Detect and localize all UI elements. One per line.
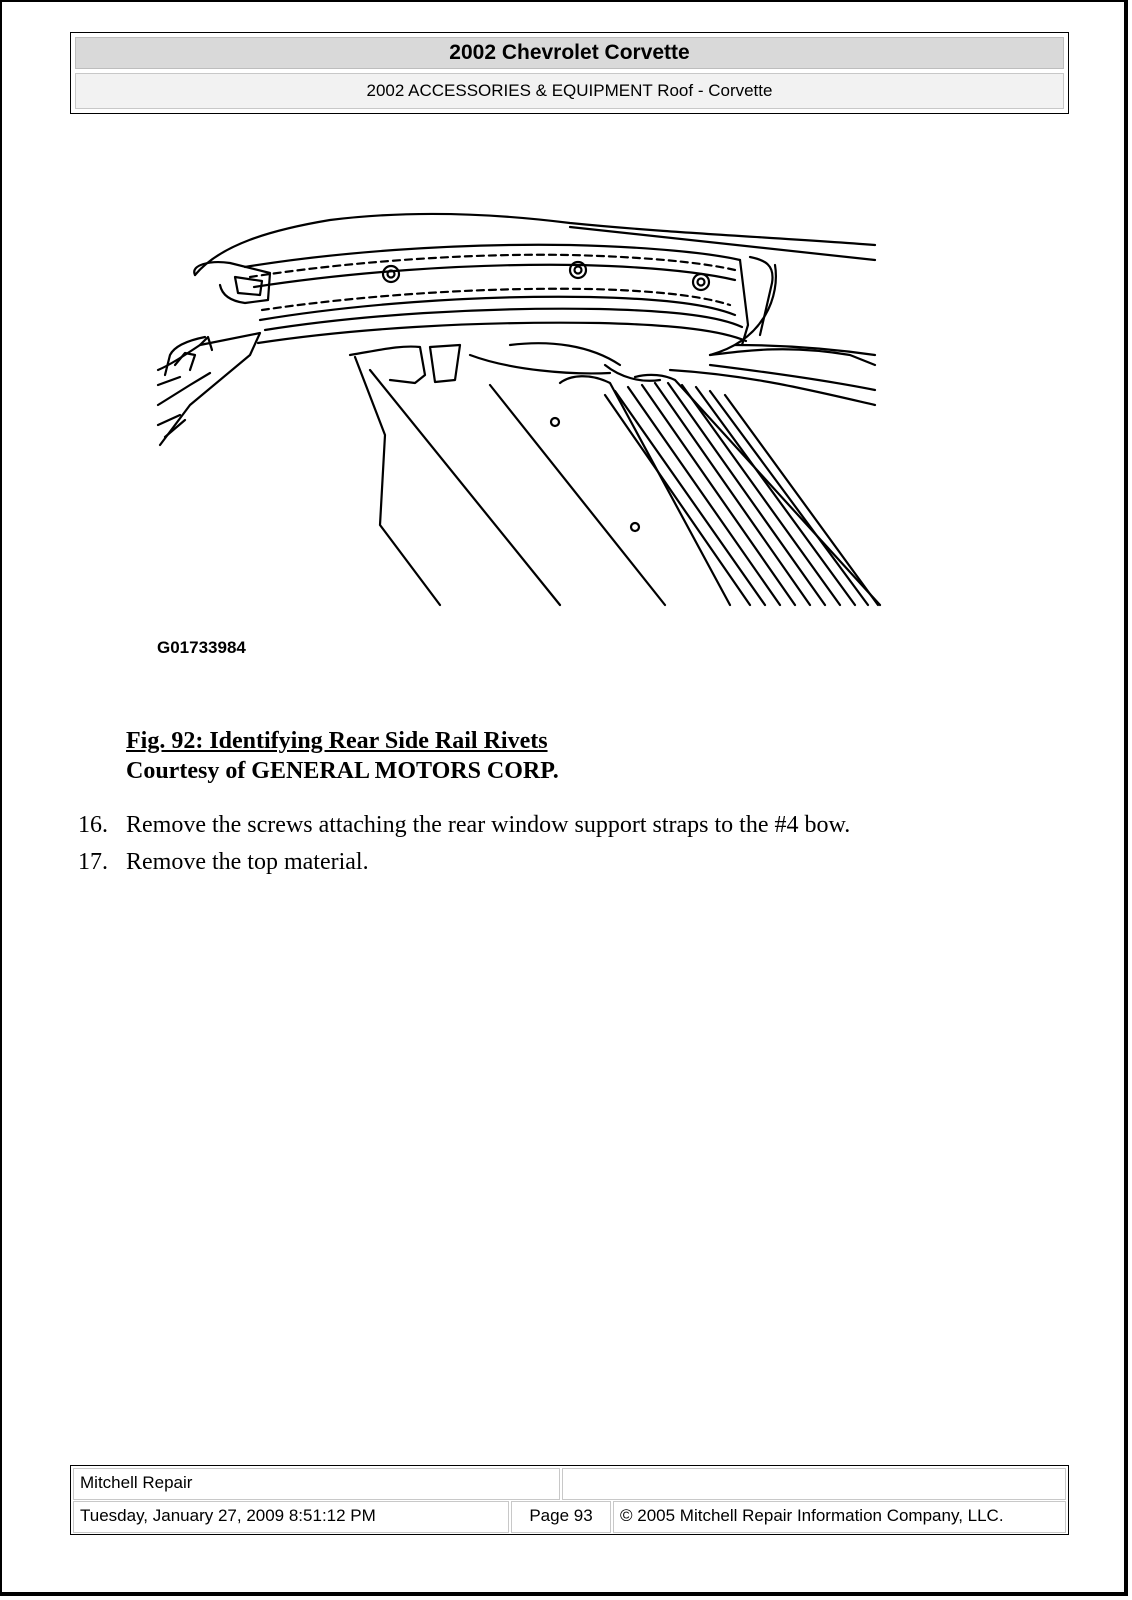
page-header bbox=[70, 32, 1069, 114]
figure-caption bbox=[126, 726, 559, 786]
document-subtitle: 2002 ACCESSORIES & EQUIPMENT Roof - Corvette bbox=[75, 73, 1064, 109]
document-title: 2002 Chevrolet Corvette bbox=[75, 37, 1064, 69]
step-text: Remove the screws attaching the rear window support straps to the #4 bow. bbox=[126, 812, 851, 838]
figure-caption-title: Fig. 92: Identifying Rear Side Rail Rivets bbox=[126, 728, 548, 754]
step-number: 16. bbox=[78, 812, 108, 838]
footer-empty-cell bbox=[562, 1468, 1066, 1500]
figure-code: G01733984 bbox=[157, 638, 246, 657]
footer-copyright: © 2005 Mitchell Repair Information Company, LLC. bbox=[613, 1501, 1066, 1533]
page-footer bbox=[70, 1465, 1069, 1535]
step-text: Remove the top material. bbox=[126, 849, 369, 875]
footer-page-number: Page 93 bbox=[511, 1501, 611, 1533]
step-item bbox=[78, 812, 850, 839]
step-item bbox=[78, 849, 369, 876]
rear-side-rail-illustration bbox=[150, 205, 910, 625]
footer-timestamp: Tuesday, January 27, 2009 8:51:12 PM bbox=[73, 1501, 509, 1533]
footer-source: Mitchell Repair bbox=[73, 1468, 560, 1500]
figure-caption-credit: Courtesy of GENERAL MOTORS CORP. bbox=[126, 758, 559, 784]
step-number: 17. bbox=[78, 849, 108, 875]
